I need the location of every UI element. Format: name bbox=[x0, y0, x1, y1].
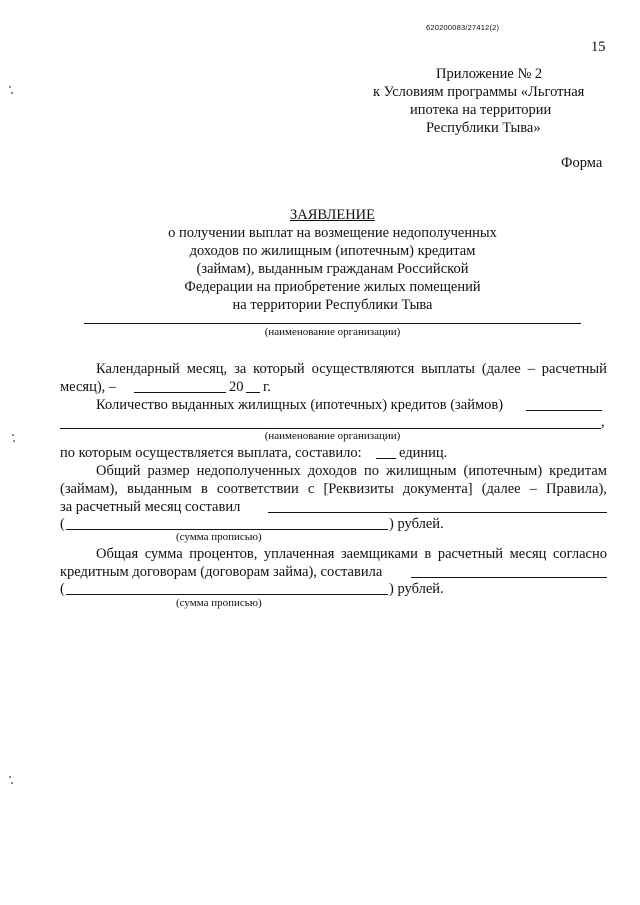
appendix-line-4: Республики Тыва» bbox=[426, 120, 541, 136]
subtitle-line-1: о получении выплат на возмещение недополученных bbox=[168, 225, 497, 241]
word: по bbox=[363, 463, 379, 479]
interest-amount-field[interactable] bbox=[411, 577, 607, 578]
word: – bbox=[527, 361, 535, 377]
scan-mark bbox=[11, 782, 13, 784]
page-number: 15 bbox=[591, 39, 606, 55]
word: (далее bbox=[481, 361, 521, 377]
word: осуществляются bbox=[311, 361, 415, 377]
interest-amount-words-field[interactable] bbox=[66, 594, 388, 595]
word: кредитам bbox=[549, 463, 607, 479]
page-title: ЗАЯВЛЕНИЕ bbox=[289, 207, 376, 223]
scan-mark bbox=[9, 86, 11, 88]
word: – bbox=[529, 481, 537, 497]
para2-line-3-suffix: единиц. bbox=[399, 445, 448, 461]
para4-close-paren: ) рублей. bbox=[389, 581, 444, 597]
word: документа] bbox=[402, 481, 473, 497]
word: месяц bbox=[509, 546, 547, 562]
para1-line-1 bbox=[96, 360, 607, 378]
word: сумма bbox=[144, 546, 183, 562]
word: выплаты bbox=[421, 361, 475, 377]
form-label: Форма bbox=[561, 155, 603, 171]
shortfall-amount-words-field[interactable] bbox=[66, 529, 388, 530]
para4-line-2: кредитным договорам (договорам займа), составила bbox=[60, 564, 383, 580]
document-code: 620200083/27412(2) bbox=[426, 23, 500, 32]
scan-mark bbox=[12, 434, 14, 436]
caption-sum-2: (сумма прописью) bbox=[176, 597, 262, 609]
para2-line-3-prefix: по которым осуществляется выплата, составило: bbox=[60, 445, 362, 461]
appendix-line-3: ипотека на территории bbox=[410, 102, 552, 118]
para2-comma: , bbox=[601, 414, 605, 430]
word: соответствии bbox=[216, 481, 299, 497]
year-field[interactable] bbox=[246, 392, 260, 393]
word: расчетный bbox=[541, 361, 607, 377]
word: Общая bbox=[96, 546, 139, 562]
appendix-line-1: Приложение № 2 bbox=[436, 66, 543, 82]
para3-line-3: за расчетный месяц составил bbox=[60, 499, 241, 515]
month-field[interactable] bbox=[134, 392, 226, 393]
scan-mark bbox=[13, 440, 15, 442]
para3-open-paren: ( bbox=[60, 516, 65, 532]
caption-sum-1: (сумма прописью) bbox=[176, 531, 262, 543]
caption-organization-1: (наименование организации) bbox=[264, 326, 401, 338]
word: согласно bbox=[552, 546, 607, 562]
para4-open-paren: ( bbox=[60, 581, 65, 597]
word: жилищным bbox=[385, 463, 457, 479]
para3-line-1 bbox=[96, 462, 607, 480]
subtitle-line-4: Федерации на приобретение жилых помещений bbox=[184, 279, 481, 295]
word: Календарный bbox=[96, 361, 180, 377]
organization-name-field-2[interactable] bbox=[60, 428, 601, 429]
word: доходов bbox=[307, 463, 357, 479]
word: с bbox=[307, 481, 315, 497]
para2-line-1: Количество выданных жилищных (ипотечных) кредитов (займов) bbox=[96, 397, 504, 413]
word: заемщиками bbox=[340, 546, 418, 562]
para3-close-paren: ) рублей. bbox=[389, 516, 444, 532]
subtitle-line-3: (займам), выданным гражданам Российской bbox=[196, 261, 469, 277]
word: недополученных bbox=[196, 463, 301, 479]
year-prefix: 20 bbox=[229, 379, 244, 395]
word: [Реквизиты bbox=[323, 481, 394, 497]
units-count-field[interactable] bbox=[376, 458, 396, 459]
word: который bbox=[253, 361, 305, 377]
word: размер bbox=[147, 463, 190, 479]
para1-line-2-prefix: месяц), – bbox=[60, 379, 117, 395]
word: уплаченная bbox=[263, 546, 335, 562]
word: процентов, bbox=[189, 546, 258, 562]
appendix-line-2: к Условиям программы «Льготная bbox=[373, 84, 585, 100]
scan-mark bbox=[9, 776, 11, 778]
word: расчетный bbox=[437, 546, 503, 562]
word: выданным bbox=[127, 481, 192, 497]
word: Общий bbox=[96, 463, 141, 479]
caption-organization-2: (наименование организации) bbox=[264, 430, 401, 442]
shortfall-amount-field[interactable] bbox=[268, 512, 607, 513]
loans-count-field[interactable] bbox=[526, 410, 602, 411]
organization-name-field[interactable] bbox=[84, 323, 581, 324]
word: (далее bbox=[481, 481, 521, 497]
word: Правила), bbox=[546, 481, 607, 497]
word: в bbox=[424, 546, 432, 562]
para4-line-1 bbox=[96, 545, 607, 563]
word: (ипотечным) bbox=[463, 463, 543, 479]
word: в bbox=[200, 481, 208, 497]
subtitle-line-5: на территории Республики Тыва bbox=[232, 297, 433, 313]
year-suffix: г. bbox=[263, 379, 271, 395]
word: (займам), bbox=[60, 481, 118, 497]
scan-mark bbox=[11, 92, 13, 94]
word: за bbox=[234, 361, 247, 377]
word: месяц, bbox=[186, 361, 228, 377]
subtitle-line-2: доходов по жилищным (ипотечным) кредитам bbox=[189, 243, 476, 259]
para3-line-2 bbox=[60, 480, 607, 498]
